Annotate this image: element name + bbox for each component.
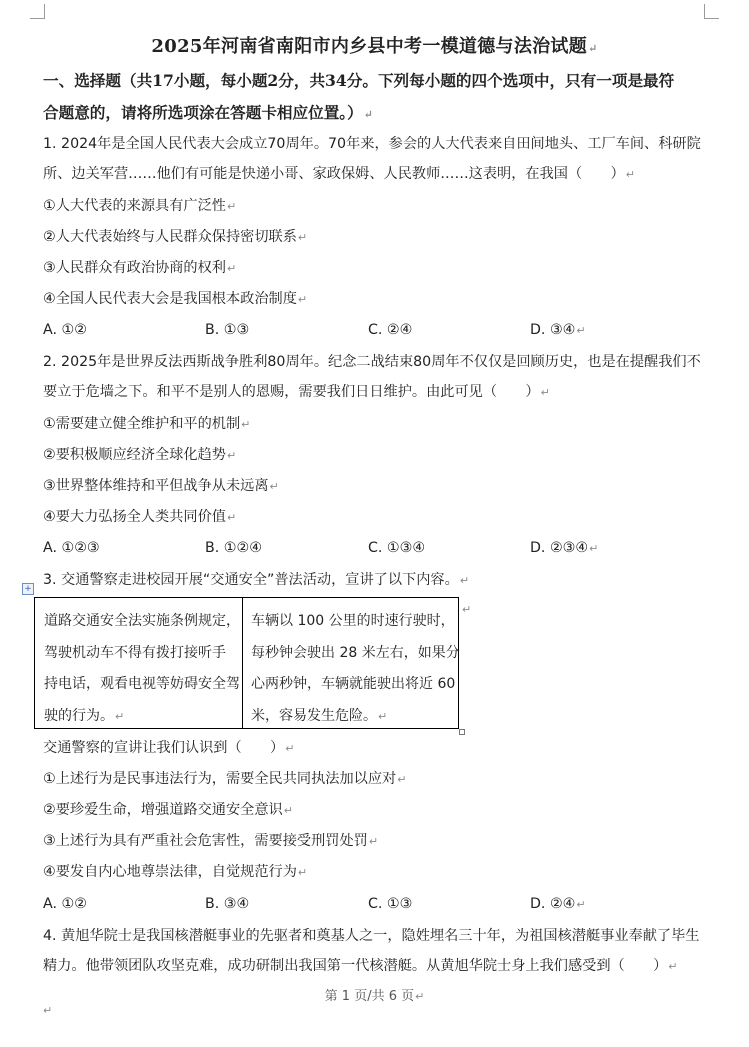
q2-options [43,538,703,558]
q3-material-table [34,597,459,729]
q2-stem-line: 要立于危墙之下。和平不是别人的恩赐，需要我们日日维护。由此可见（ ）↵ [43,384,550,400]
section-heading-line: 合题意的，请将所选项涂在答题卡相应位置。）↵ [43,103,373,122]
q3-options [43,894,703,914]
q1-stem-line: 1. 2024年是全国人民代表大会成立70周年。70年来，参会的人大代表来自田间地头、工厂车间、科研院 [43,136,701,152]
option-c: C. ①③ [368,896,413,912]
q3-statement: ④要发自内心地尊崇法律，自觉规范行为↵ [43,864,308,880]
option-a: A. ①②③ [43,540,100,556]
q2-statement: ①需要建立健全维护和平的机制↵ [43,416,251,432]
table-move-handle[interactable]: + [22,583,34,595]
q3-statement: ①上述行为是民事违法行为，需要全民共同执法加以应对↵ [43,771,407,787]
option-d: D. ③④↵ [530,322,586,338]
paragraph-mark: ↵ [588,42,598,55]
q3-statement: ③上述行为具有严重社会危害性，需要接受刑罚处罚↵ [43,833,379,849]
page-footer: 第 1 页/共 6 页↵ [324,989,425,1004]
q2-statement: ③世界整体维持和平但战争从未远离↵ [43,478,279,494]
option-c: C. ①③④ [368,540,426,556]
page-title: 2025年河南省南阳市内乡县中考一模道德与法治试题↵ [151,36,598,57]
option-b: B. ③④ [205,896,250,912]
table-cell-left: 道路交通安全法实施条例规定， 驾驶机动车不得有拨打接听手 持电话，观看电视等妨碍安全驾 驶的行为。↵ [44,613,240,724]
q1-statement: ①人大代表的来源具有广泛性↵ [43,198,237,214]
paragraph-mark: ↵ [462,603,472,616]
q4-stem-line: 4. 黄旭华院士是我国核潜艇事业的先驱者和奠基人之一，隐姓埋名三十年，为祖国核潜艇事业奉献了毕生 [43,928,700,944]
paragraph-mark: ↵ [43,1004,53,1017]
q3-question: 交通警察的宣讲让我们认识到（ ）↵ [43,740,295,756]
q3-statement: ②要珍爱生命，增强道路交通安全意识↵ [43,802,293,818]
table-divider [242,598,243,728]
q2-stem-line: 2. 2025年是世界反法西斯战争胜利80周年。纪念二战结束80周年不仅仅是回顾历史，也是在提醒我们不 [43,354,701,370]
q1-statement: ④全国人民代表大会是我国根本政治制度↵ [43,291,308,307]
q1-stem-line: 所、边关军营……他们有可能是快递小哥、家政保姆、人民教师……这表明，在我国（ ）↵ [43,166,635,182]
q1-options [43,320,703,340]
q4-stem-line: 精力。他带领团队攻坚克难，成功研制出我国第一代核潜艇。从黄旭华院士身上我们感受到（ ）↵ [43,958,678,974]
q2-statement: ②要积极顺应经济全球化趋势↵ [43,447,237,463]
option-a: A. ①② [43,896,87,912]
q1-statement: ③人民群众有政治协商的权利↵ [43,260,237,276]
option-b: B. ①②④ [205,540,262,556]
option-d: D. ②④↵ [530,896,586,912]
option-d: D. ②③④↵ [530,540,599,556]
table-resize-handle[interactable] [459,729,465,735]
table-cell-right: 车辆以 100 公里的时速行驶时， 每秒钟会驶出 28 米左右，如果分 心两秒钟，车辆就能驶出将近 60 米，容易发生危险。↵ [251,613,460,724]
option-b: B. ①③ [205,322,250,338]
section-heading-line: 一、选择题（共17小题，每小题2分，共34分。下列每小题的四个选项中，只有一项是最符 [43,71,675,90]
q3-stem: 3. 交通警察走进校园开展“交通安全”普法活动，宣讲了以下内容。↵ [43,572,470,588]
option-a: A. ①② [43,322,87,338]
q2-statement: ④要大力弘扬全人类共同价值↵ [43,509,237,525]
page-corner-mark [704,4,719,19]
q1-statement: ②人大代表始终与人民群众保持密切联系↵ [43,229,308,245]
page-corner-mark [30,4,45,19]
option-c: C. ②④ [368,322,413,338]
